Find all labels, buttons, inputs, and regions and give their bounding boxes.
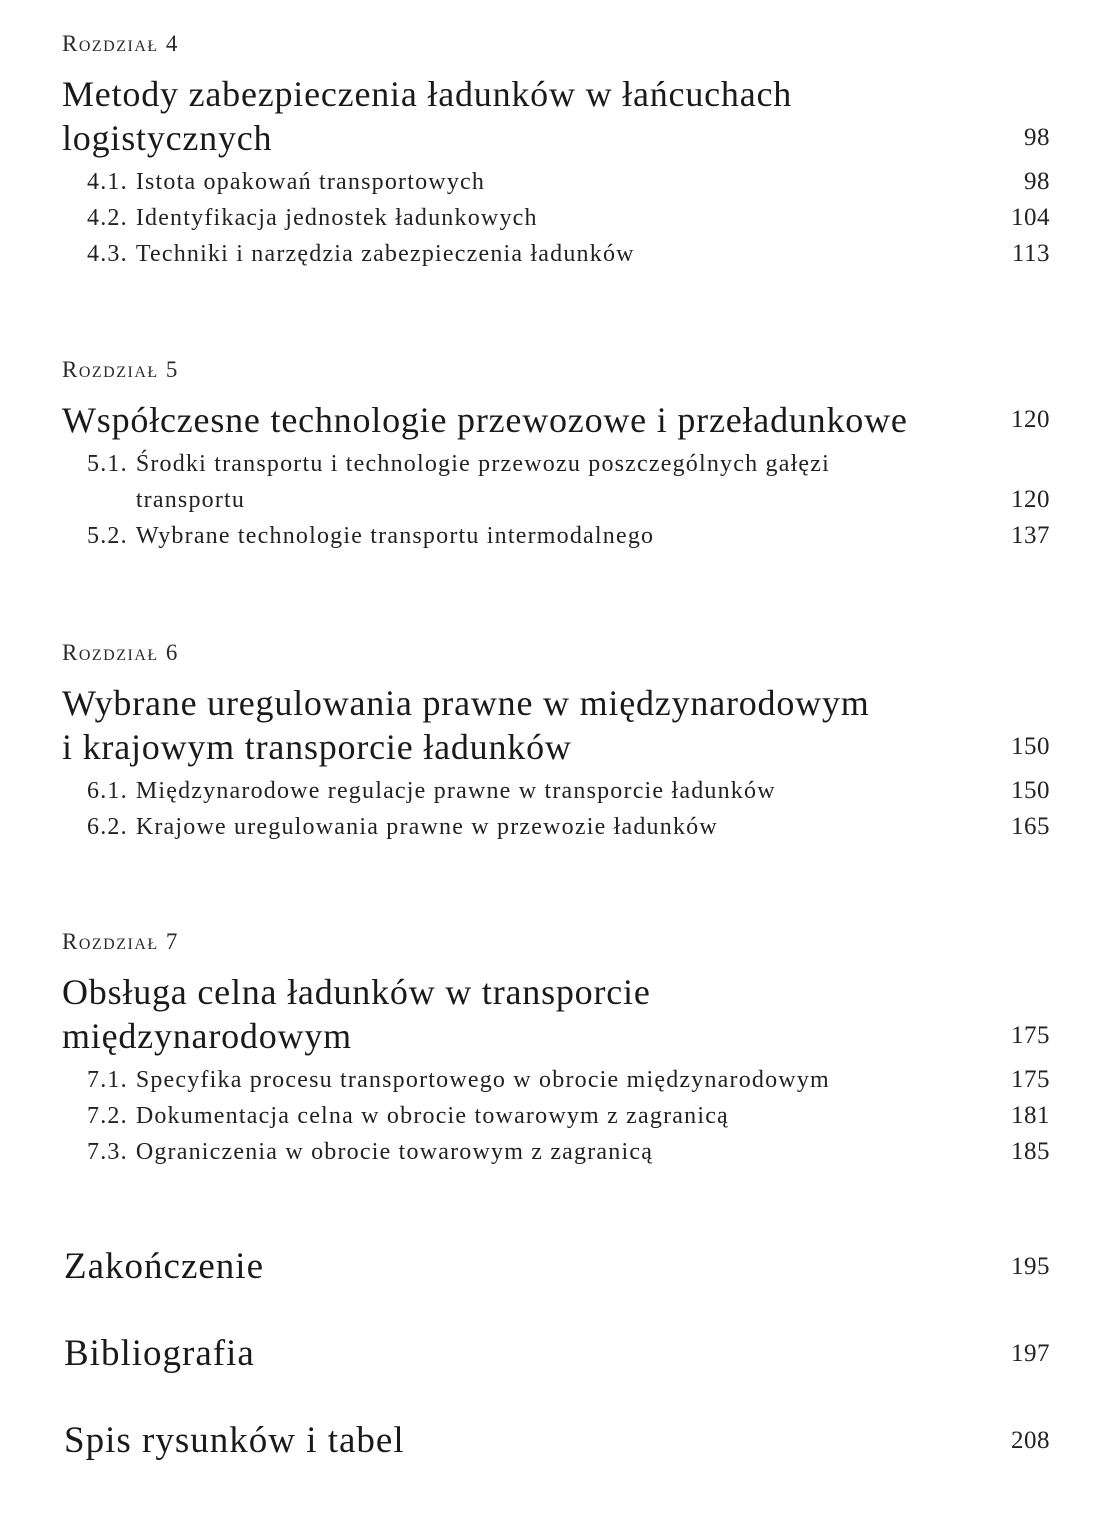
- section-number: 5.2.: [87, 523, 128, 549]
- section-number: 7.2.: [87, 1103, 128, 1129]
- toc-section-entry: [62, 236, 1050, 272]
- section-page-number: 104: [1011, 204, 1050, 231]
- end-entry-title: Bibliografia: [64, 1333, 255, 1374]
- chapter-page-number: 120: [1011, 406, 1050, 433]
- end-entry-title: Spis rysunków i tabel: [64, 1420, 405, 1461]
- chapter-page-number: 175: [1011, 1022, 1050, 1049]
- chapter-heading: [62, 970, 1050, 1058]
- section-page-number: 120: [1011, 486, 1050, 513]
- section-title: Identyfikacja jednostek ładunkowych: [135, 205, 538, 231]
- toc-section-entry: [62, 446, 1050, 518]
- section-number: 5.1.: [87, 451, 128, 477]
- section-page-number: 175: [1011, 1066, 1050, 1093]
- section-title: Międzynarodowe regulacje prawne w transporcie ładunków: [135, 778, 776, 804]
- chapter-title: Metody zabezpieczenia ładunków w łańcuchach logistycznych: [62, 74, 793, 158]
- section-title: Dokumentacja celna w obrocie towarowym z zagranicą: [135, 1103, 729, 1129]
- toc-section-entry: [62, 518, 1050, 554]
- section-page-number: 98: [1024, 168, 1050, 195]
- section-title: Ograniczenia w obrocie towarowym z zagranicą: [135, 1139, 654, 1165]
- chapter-label: Rozdział 7: [62, 929, 179, 954]
- end-entry-page-number: 208: [1011, 1427, 1050, 1454]
- chapter-title: Obsługa celna ładunków w transporcie międzynarodowym: [62, 972, 651, 1056]
- section-title: Specyfika procesu transportowego w obrocie międzynarodowym: [135, 1067, 830, 1093]
- chapter-heading: [62, 398, 1050, 442]
- section-page-number: 185: [1011, 1138, 1050, 1165]
- chapter-label: Rozdział 6: [62, 640, 179, 665]
- section-number: 4.3.: [87, 241, 128, 267]
- end-entry-page-number: 195: [1011, 1253, 1050, 1280]
- section-page-number: 113: [1011, 240, 1050, 267]
- chapter-label: Rozdział 5: [62, 357, 179, 382]
- section-page-number: 165: [1011, 813, 1050, 840]
- toc-section-entry: [62, 1098, 1050, 1134]
- chapter-7: [62, 928, 1050, 1170]
- chapter-heading: [62, 681, 1050, 769]
- chapter-page-number: 98: [1024, 124, 1050, 151]
- chapter-4: [62, 30, 1050, 272]
- toc-section-entry: [62, 164, 1050, 200]
- section-title: Wybrane technologie transportu intermodalnego: [135, 523, 655, 549]
- chapter-title: Współczesne technologie przewozowe i przeładunkowe: [62, 400, 908, 440]
- section-number: 7.1.: [87, 1067, 128, 1093]
- section-page-number: 137: [1011, 522, 1050, 549]
- section-number: 4.1.: [87, 169, 128, 195]
- chapter-title: Wybrane uregulowania prawne w międzynarodowym i krajowym transporcie ładunków: [62, 683, 870, 767]
- section-page-number: 181: [1011, 1102, 1050, 1129]
- chapter-6: [62, 639, 1050, 845]
- toc-end-entry-bibliography: [64, 1332, 1050, 1376]
- toc-section-entry: [62, 1062, 1050, 1098]
- end-entry-title: Zakończenie: [64, 1246, 264, 1287]
- section-number: 7.3.: [87, 1139, 128, 1165]
- chapter-heading: [62, 72, 1050, 160]
- section-page-number: 150: [1011, 777, 1050, 804]
- section-title: Techniki i narzędzia zabezpieczenia ładunków: [135, 241, 635, 267]
- toc-section-entry: [62, 1134, 1050, 1170]
- section-title: Krajowe uregulowania prawne w przewozie ładunków: [135, 814, 718, 840]
- section-number: 6.2.: [87, 814, 128, 840]
- toc-section-entry: [62, 773, 1050, 809]
- section-number: 4.2.: [87, 205, 128, 231]
- toc-section-entry: [62, 809, 1050, 845]
- toc-end-entry-figures-tables: [64, 1419, 1050, 1463]
- chapter-page-number: 150: [1011, 733, 1050, 760]
- chapter-label: Rozdział 4: [62, 31, 179, 56]
- section-number: 6.1.: [87, 778, 128, 804]
- toc-end-entry-conclusion: [64, 1245, 1050, 1289]
- section-title: Środki transportu i technologie przewozu poszczególnych gałęzi transportu: [135, 451, 831, 513]
- toc-section-entry: [62, 200, 1050, 236]
- chapter-5: [62, 356, 1050, 554]
- section-title: Istota opakowań transportowych: [135, 169, 486, 195]
- end-entry-page-number: 197: [1011, 1340, 1050, 1367]
